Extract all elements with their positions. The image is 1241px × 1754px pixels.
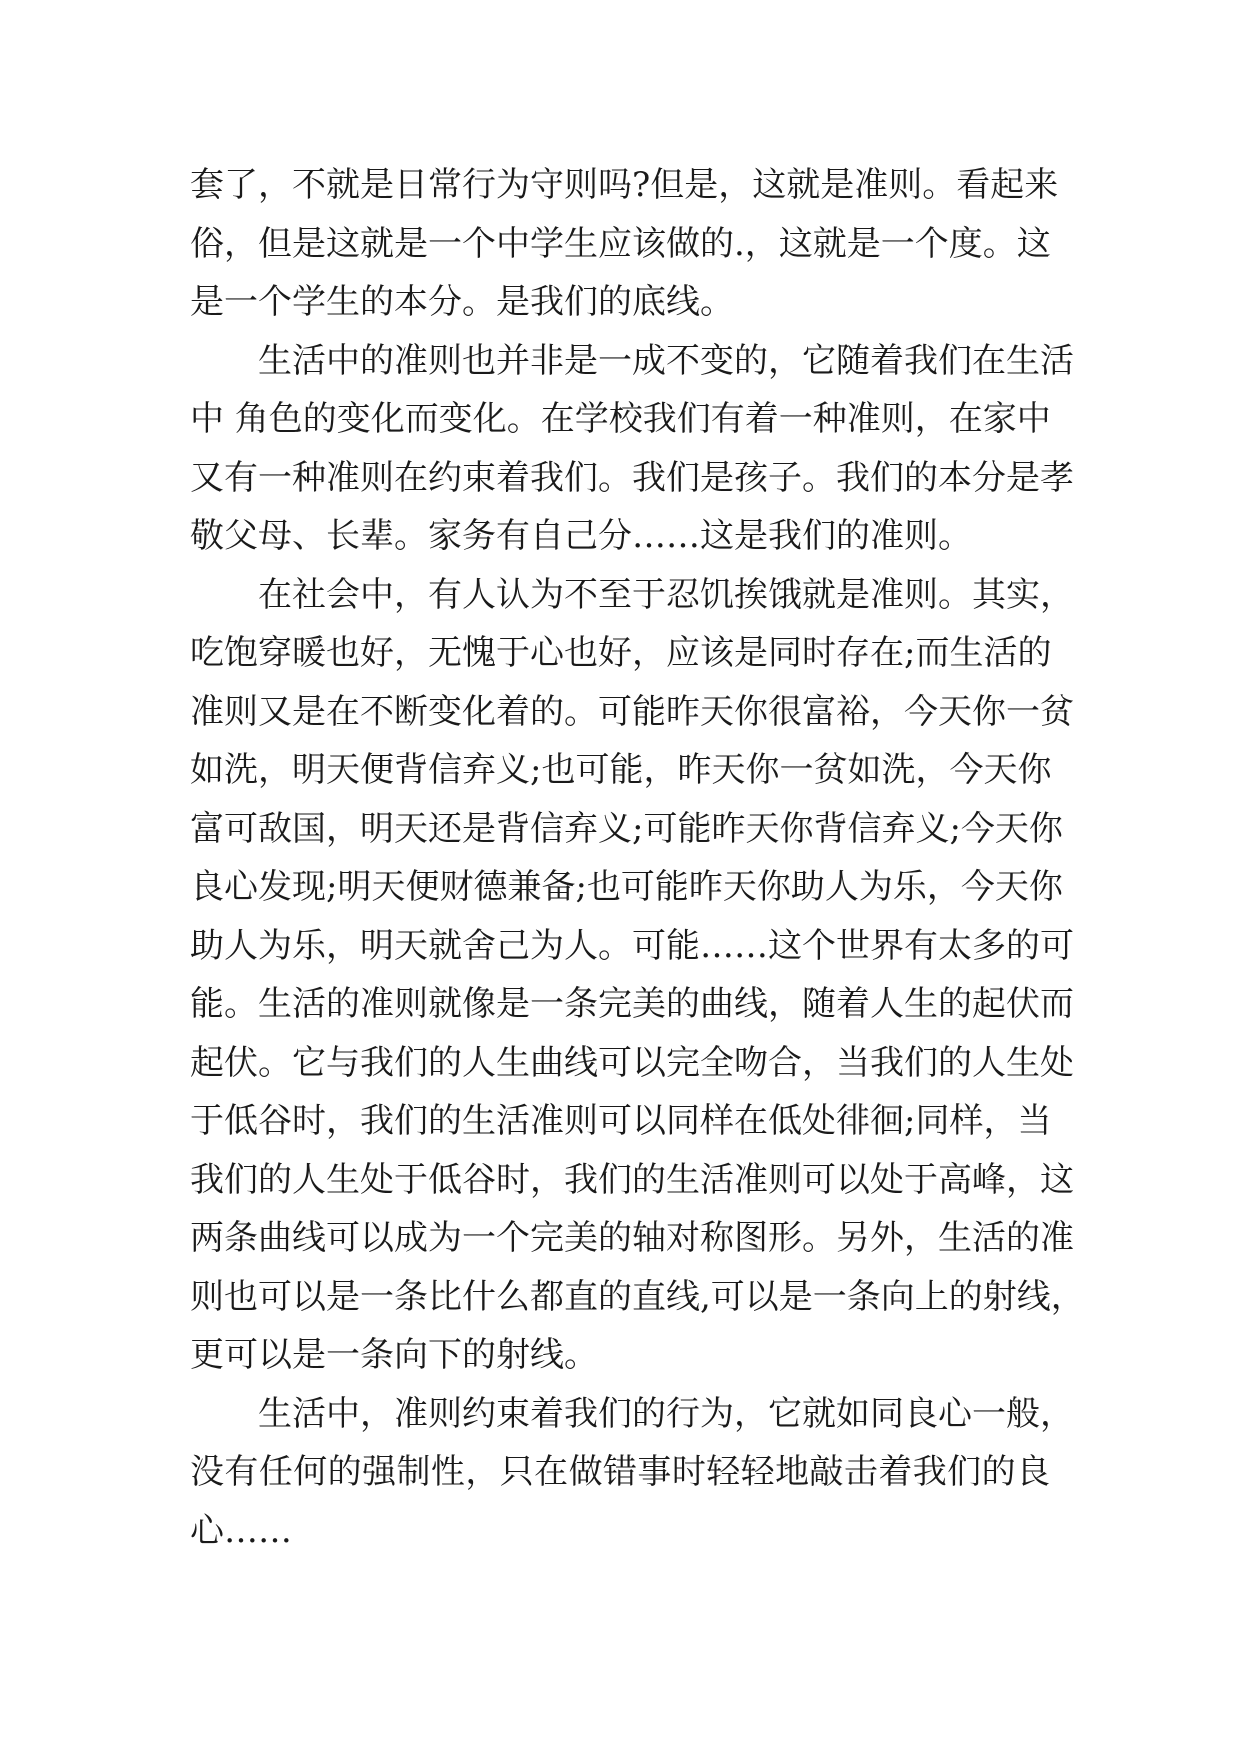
text-line: 套了，不就是日常行为守则吗?但是，这就是准则。看起来 xyxy=(190,165,1059,205)
document-body xyxy=(190,156,1085,1560)
paragraph xyxy=(190,156,1059,332)
text-line: 能。生活的准则就像是一条完美的曲线，随着人生的起伏而 xyxy=(190,984,1074,1024)
text-line: 如洗，明天便背信弃义;也可能，昨天你一贫如洗，今天你 xyxy=(190,750,1052,790)
text-line: 心…… xyxy=(190,1510,292,1551)
text-line: 没有任何的强制性，只在做错事时轻轻地敲击着我们的良 xyxy=(190,1452,1050,1492)
paragraph xyxy=(190,566,1085,1385)
text-line: 良心发现;明天便财德兼备;也可能昨天你助人为乐，今天你 xyxy=(190,867,1063,907)
text-line: 两条曲线可以成为一个完美的轴对称图形。另外，生活的准 xyxy=(190,1218,1074,1258)
paragraph xyxy=(190,1385,1074,1561)
text-line: 生活中的准则也并非是一成不变的，它随着我们在生活 xyxy=(258,340,1074,381)
text-line: 富可敌国，明天还是背信弃义;可能昨天你背信弃义;今天你 xyxy=(190,808,1063,849)
text-line: 助人为乐，明天就舍己为人。可能……这个世界有太多的可 xyxy=(190,925,1074,966)
paragraph xyxy=(190,332,1074,566)
text-line: 是一个学生的本分。是我们的底线。 xyxy=(190,282,734,322)
text-line: 起伏。它与我们的人生曲线可以完全吻合，当我们的人生处 xyxy=(190,1042,1074,1083)
text-line: 敬父母、长辈。家务有自己分……这是我们的准则。 xyxy=(190,516,972,556)
text-line: 更可以是一条向下的射线。 xyxy=(190,1335,598,1375)
text-line: 我们的人生处于低谷时，我们的生活准则可以处于高峰，这 xyxy=(190,1159,1074,1200)
text-line: 生活中，准则约束着我们的行为，它就如同良心一般， xyxy=(258,1393,1074,1434)
text-line: 在社会中，有人认为不至于忍饥挨饿就是准则。其实， xyxy=(258,574,1074,615)
text-line: 吃饱穿暖也好，无愧于心也好，应该是同时存在;而生活的 xyxy=(190,633,1052,673)
text-line: 于低谷时，我们的生活准则可以同样在低处徘徊;同样，当 xyxy=(190,1101,1052,1141)
text-line: 中 角色的变化而变化。在学校我们有着一种准则，在家中 xyxy=(190,399,1051,439)
text-line: 则也可以是一条比什么都直的直线,可以是一条向上的射线， xyxy=(190,1276,1085,1317)
text-line: 又有一种准则在约束着我们。我们是孩子。我们的本分是孝 xyxy=(190,457,1074,498)
text-line: 准则又是在不断变化着的。可能昨天你很富裕，今天你一贫 xyxy=(190,691,1074,732)
text-line: 俗，但是这就是一个中学生应该做的.，这就是一个度。这 xyxy=(190,223,1051,264)
